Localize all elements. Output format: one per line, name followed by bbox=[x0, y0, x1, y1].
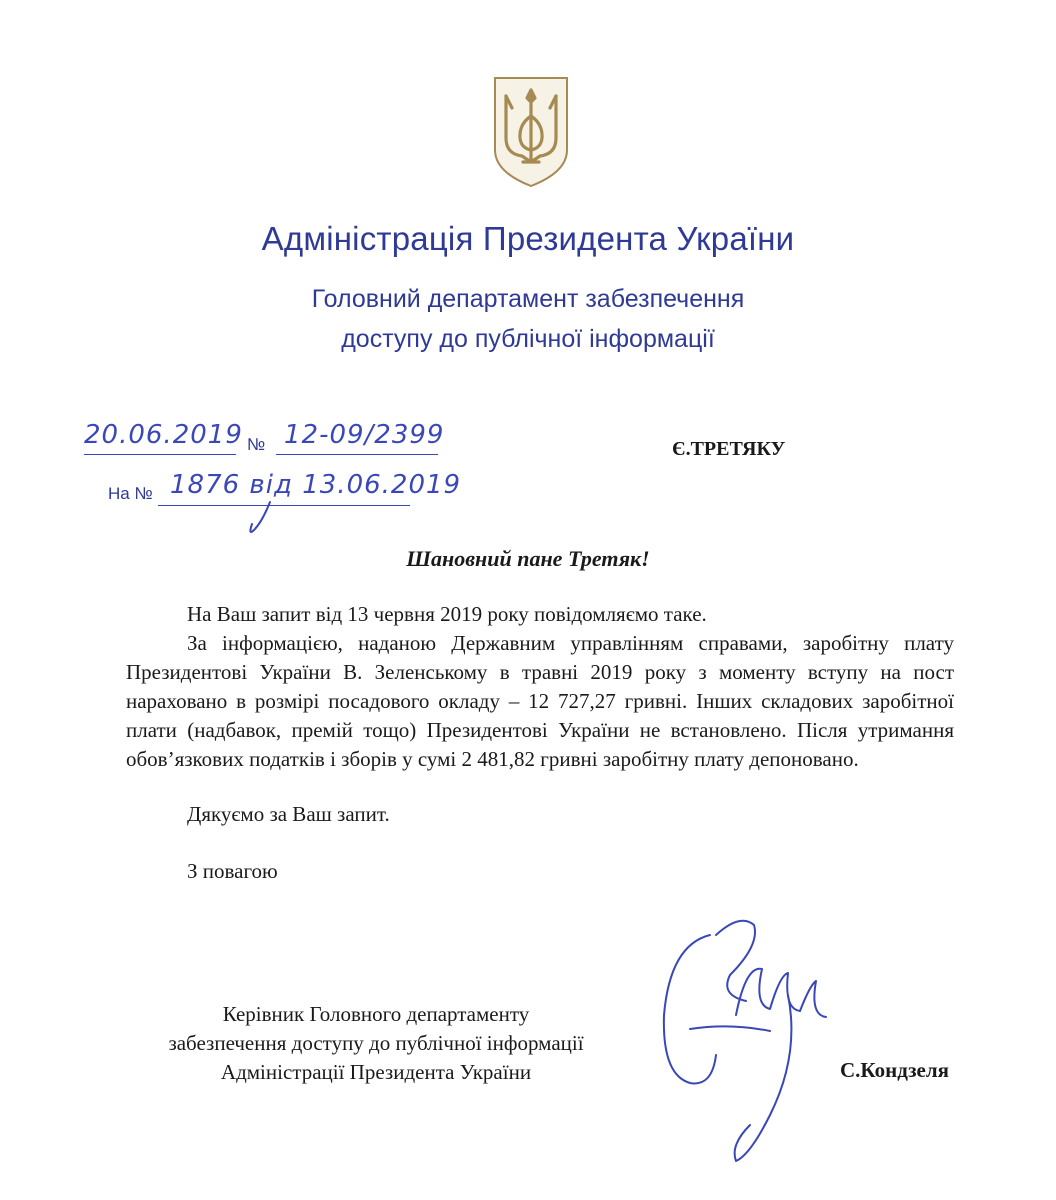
signatory-title-line-2: забезпечення доступу до публічної інформації bbox=[168, 1031, 584, 1055]
body-paragraph-3: Дякуємо за Ваш запит. bbox=[187, 802, 390, 826]
closing: З повагою bbox=[187, 859, 278, 883]
department-line-1: Головний департамент забезпечення bbox=[311, 285, 745, 313]
trident-emblem-icon bbox=[492, 76, 570, 188]
signatory-title-line-1: Керівник Головного департаменту bbox=[222, 1002, 530, 1026]
date-underline bbox=[84, 454, 236, 455]
handwritten-signature bbox=[650, 905, 840, 1170]
reply-reference: 1876 від 13.06.2019 bbox=[170, 470, 462, 500]
number-label: № bbox=[247, 435, 266, 454]
registration-date: 20.06.2019 bbox=[84, 420, 243, 450]
reply-label: На № bbox=[108, 484, 153, 503]
department-line-2: доступу до публічної інформації bbox=[341, 325, 715, 353]
handwriting-stroke-icon bbox=[242, 500, 278, 538]
registration-number: 12-09/2399 bbox=[284, 420, 445, 450]
reply-underline bbox=[158, 505, 410, 506]
body-paragraph-1: На Ваш запит від 13 червня 2019 року повідомляємо таке. bbox=[187, 602, 707, 626]
recipient: Є.ТРЕТЯКУ bbox=[672, 438, 786, 460]
signatory-name: С.Кондзеля bbox=[840, 1058, 949, 1082]
number-underline bbox=[276, 454, 438, 455]
signatory-title bbox=[126, 1000, 626, 1087]
signatory-title-line-3: Адміністрації Президента України bbox=[220, 1060, 532, 1084]
body-paragraph-2: За інформацією, наданою Державним управлінням справами, заробітну плату Президентові України В. Зеленському в травні 2019 року з моменту вступу на пост нараховано в розмірі посадового окладу – 12 727,27 гривні. Інших складових заробітної плати (надбавок, премій тощо) Президентові України не встановлено. Після утримання обов’язкових податків і зборів у сумі 2 481,82 гривні заробітну плату депоновано. bbox=[126, 631, 954, 771]
organization-title: Адміністрація Президента України bbox=[261, 220, 795, 257]
salutation: Шановний пане Третяк! bbox=[406, 546, 650, 571]
